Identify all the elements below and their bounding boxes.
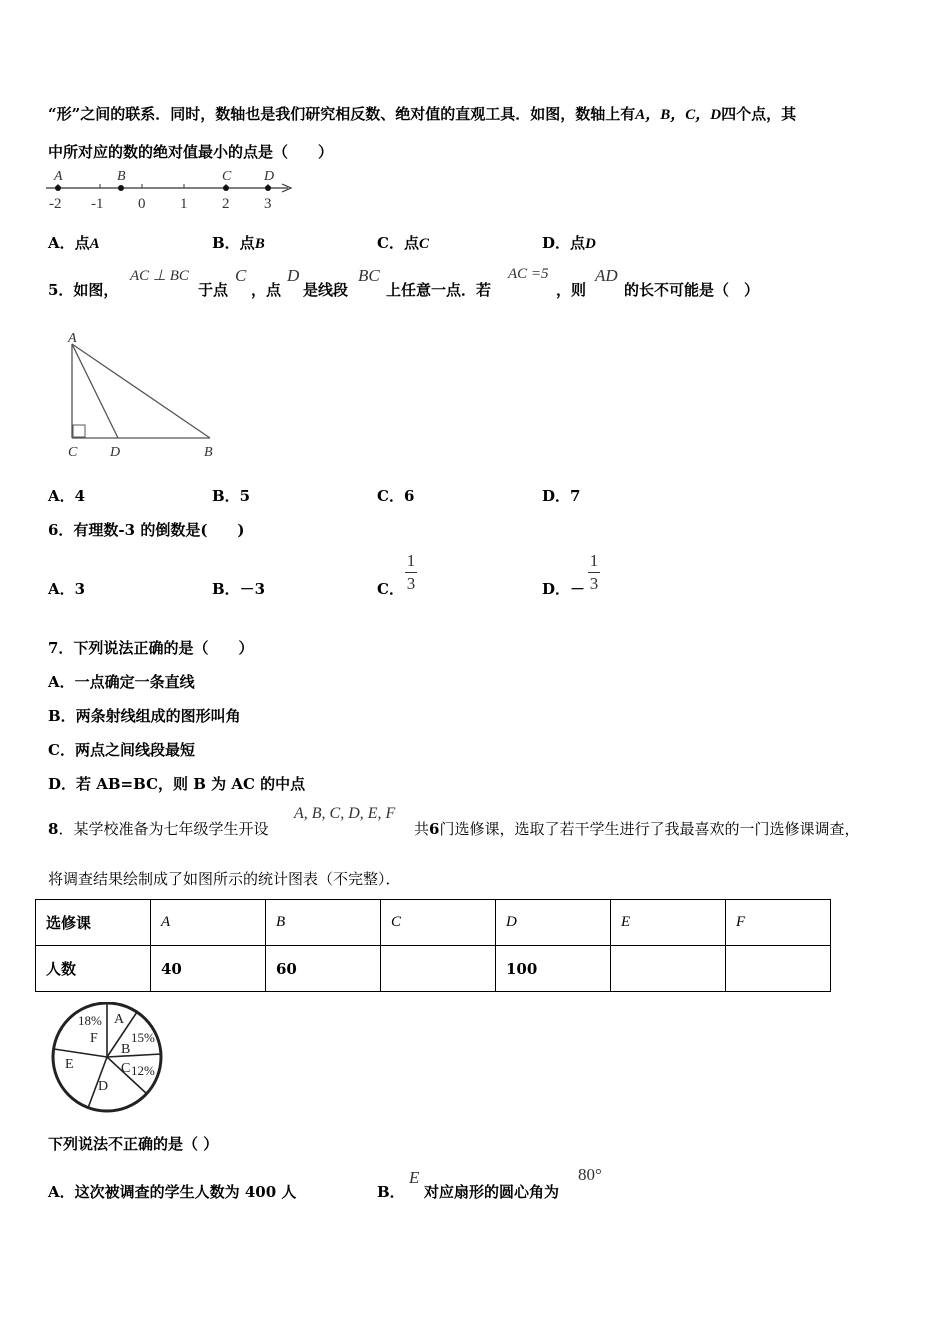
axis-point-label: A <box>54 169 63 184</box>
table-cell: 40 <box>151 946 266 992</box>
q8-stem-part1: 8．某学校准备为七年级学生开设 <box>48 820 269 838</box>
q8-option-b-letter: E <box>409 1168 420 1187</box>
q8-sub-question: 下列说法不正确的是（ ） <box>48 1135 219 1153</box>
q7-option-a[interactable]: A．一点确定一条直线 <box>48 673 195 691</box>
q5-option-c[interactable]: C．6 <box>377 487 415 505</box>
table-cell <box>726 946 831 992</box>
q4-option-b[interactable]: B．点B <box>212 234 265 252</box>
q4-stem-line2: 中所对应的数的绝对值最小的点是（ ） <box>48 143 334 161</box>
q5-ac-value: AC =5 <box>508 266 549 282</box>
q8-option-a[interactable]: A．这次被调查的学生人数为 400 人 <box>48 1183 297 1201</box>
q4-option-d[interactable]: D．点D <box>542 234 596 252</box>
pie-chart-figure <box>48 1002 168 1116</box>
q8-option-b-degree: 80° <box>578 1165 602 1184</box>
q6-option-a[interactable]: A．3 <box>48 580 86 598</box>
q8-course-list: A, B, C, D, E, F <box>294 805 396 822</box>
axis-tick-label: 2 <box>222 196 230 212</box>
pie-label-c: C <box>121 1061 131 1076</box>
table-cell <box>381 946 496 992</box>
pie-percent-b: 15% <box>131 1030 155 1045</box>
number-line-figure <box>40 166 300 214</box>
q5-option-b[interactable]: B．5 <box>212 487 251 505</box>
q7-option-b[interactable]: B．两条射线组成的图形叫角 <box>48 707 241 725</box>
axis-point-c <box>223 185 229 191</box>
right-triangle-figure <box>48 328 228 468</box>
q5-point-c: C <box>235 266 247 285</box>
pie-label-f: F <box>90 1031 98 1046</box>
q5-segment-ad: AD <box>595 266 618 285</box>
axis-tick-label: -1 <box>91 196 104 212</box>
table-cell: 100 <box>496 946 611 992</box>
table-cell <box>611 946 726 992</box>
label-a: A <box>68 331 77 346</box>
table-cell: 选修课 <box>36 900 151 946</box>
q6-option-c[interactable]: C． <box>377 580 404 598</box>
q5-prefix: 5．如图， <box>48 281 119 299</box>
axis-tick-label: 1 <box>180 196 188 212</box>
pie-label-e: E <box>65 1057 74 1072</box>
axis-point-label: D <box>264 169 275 184</box>
axis-tick-label: 0 <box>138 196 146 212</box>
pie-label-a: A <box>114 1012 125 1027</box>
table-cell: B <box>266 900 381 946</box>
pie-label-b: B <box>121 1042 131 1057</box>
q6-option-d-fraction: 1 3 <box>589 551 599 593</box>
q5-text-4: 上任意一点．若 <box>386 281 492 299</box>
q5-option-d[interactable]: D．7 <box>542 487 581 505</box>
q8-stem-line2: 将调查结果绘制成了如图所示的统计图表（不完整）． <box>48 870 401 888</box>
axis-point-a <box>55 185 61 191</box>
q5-point-d: D <box>287 266 300 285</box>
label-c: C <box>68 445 78 460</box>
pie-percent-f: 18% <box>78 1013 102 1028</box>
axis-point-label: B <box>117 169 126 184</box>
table-cell: 人数 <box>36 946 151 992</box>
q4-option-a[interactable]: A．点A <box>48 234 100 252</box>
q7-option-d[interactable]: D．若 AB=BC，则 B 为 AC 的中点 <box>48 775 306 793</box>
label-d: D <box>110 445 121 460</box>
q8-stem-part2: 共6门选修课，选取了若干学生进行了我最喜欢的一门选修课调查， <box>414 820 860 838</box>
table-cell: E <box>611 900 726 946</box>
table-cell: D <box>496 900 611 946</box>
survey-table <box>35 899 831 992</box>
q5-perp-expr: AC ⊥ BC <box>130 268 189 284</box>
q6-option-b[interactable]: B．－3 <box>212 580 266 598</box>
q5-text-1: 于点 <box>198 281 229 299</box>
table-cell: 60 <box>266 946 381 992</box>
label-b: B <box>204 445 213 460</box>
q5-text-5: ，则 <box>556 281 587 299</box>
q5-text-6: 的长不可能是（ ） <box>624 281 760 299</box>
q4-option-c[interactable]: C．点C <box>377 234 429 252</box>
q8-option-b[interactable]: B． <box>377 1183 405 1201</box>
q6-option-d[interactable]: D．－ <box>542 580 586 598</box>
q8-option-b-text: 对应扇形的圆心角为 <box>424 1183 560 1201</box>
q4-stem-line1: “形”之间的联系．同时，数轴也是我们研究相反数、绝对值的直观工具．如图，数轴上有A，B，C，D四个点，其 <box>48 105 797 123</box>
q6-stem: 6．有理数-3 的倒数是( ) <box>48 521 245 539</box>
table-cell: A <box>151 900 266 946</box>
table-row <box>36 946 831 992</box>
pie-label-d: D <box>98 1079 109 1094</box>
axis-point-label: C <box>222 169 232 184</box>
q6-option-c-fraction: 1 3 <box>406 551 416 593</box>
q5-text-2: ，点 <box>251 281 282 299</box>
axis-point-d <box>265 185 271 191</box>
axis-tick-label: 3 <box>264 196 272 212</box>
q5-segment-bc: BC <box>358 266 380 285</box>
q5-option-a[interactable]: A．4 <box>48 487 86 505</box>
q7-option-c[interactable]: C．两点之间线段最短 <box>48 741 195 759</box>
q7-stem: 7．下列说法正确的是（ ） <box>48 639 254 657</box>
table-header-row <box>36 900 831 946</box>
pie-percent-c: 12% <box>131 1063 155 1078</box>
q5-text-3: 是线段 <box>303 281 349 299</box>
axis-tick-label: -2 <box>49 196 62 212</box>
table-cell: C <box>381 900 496 946</box>
axis-point-b <box>118 185 124 191</box>
table-cell: F <box>726 900 831 946</box>
